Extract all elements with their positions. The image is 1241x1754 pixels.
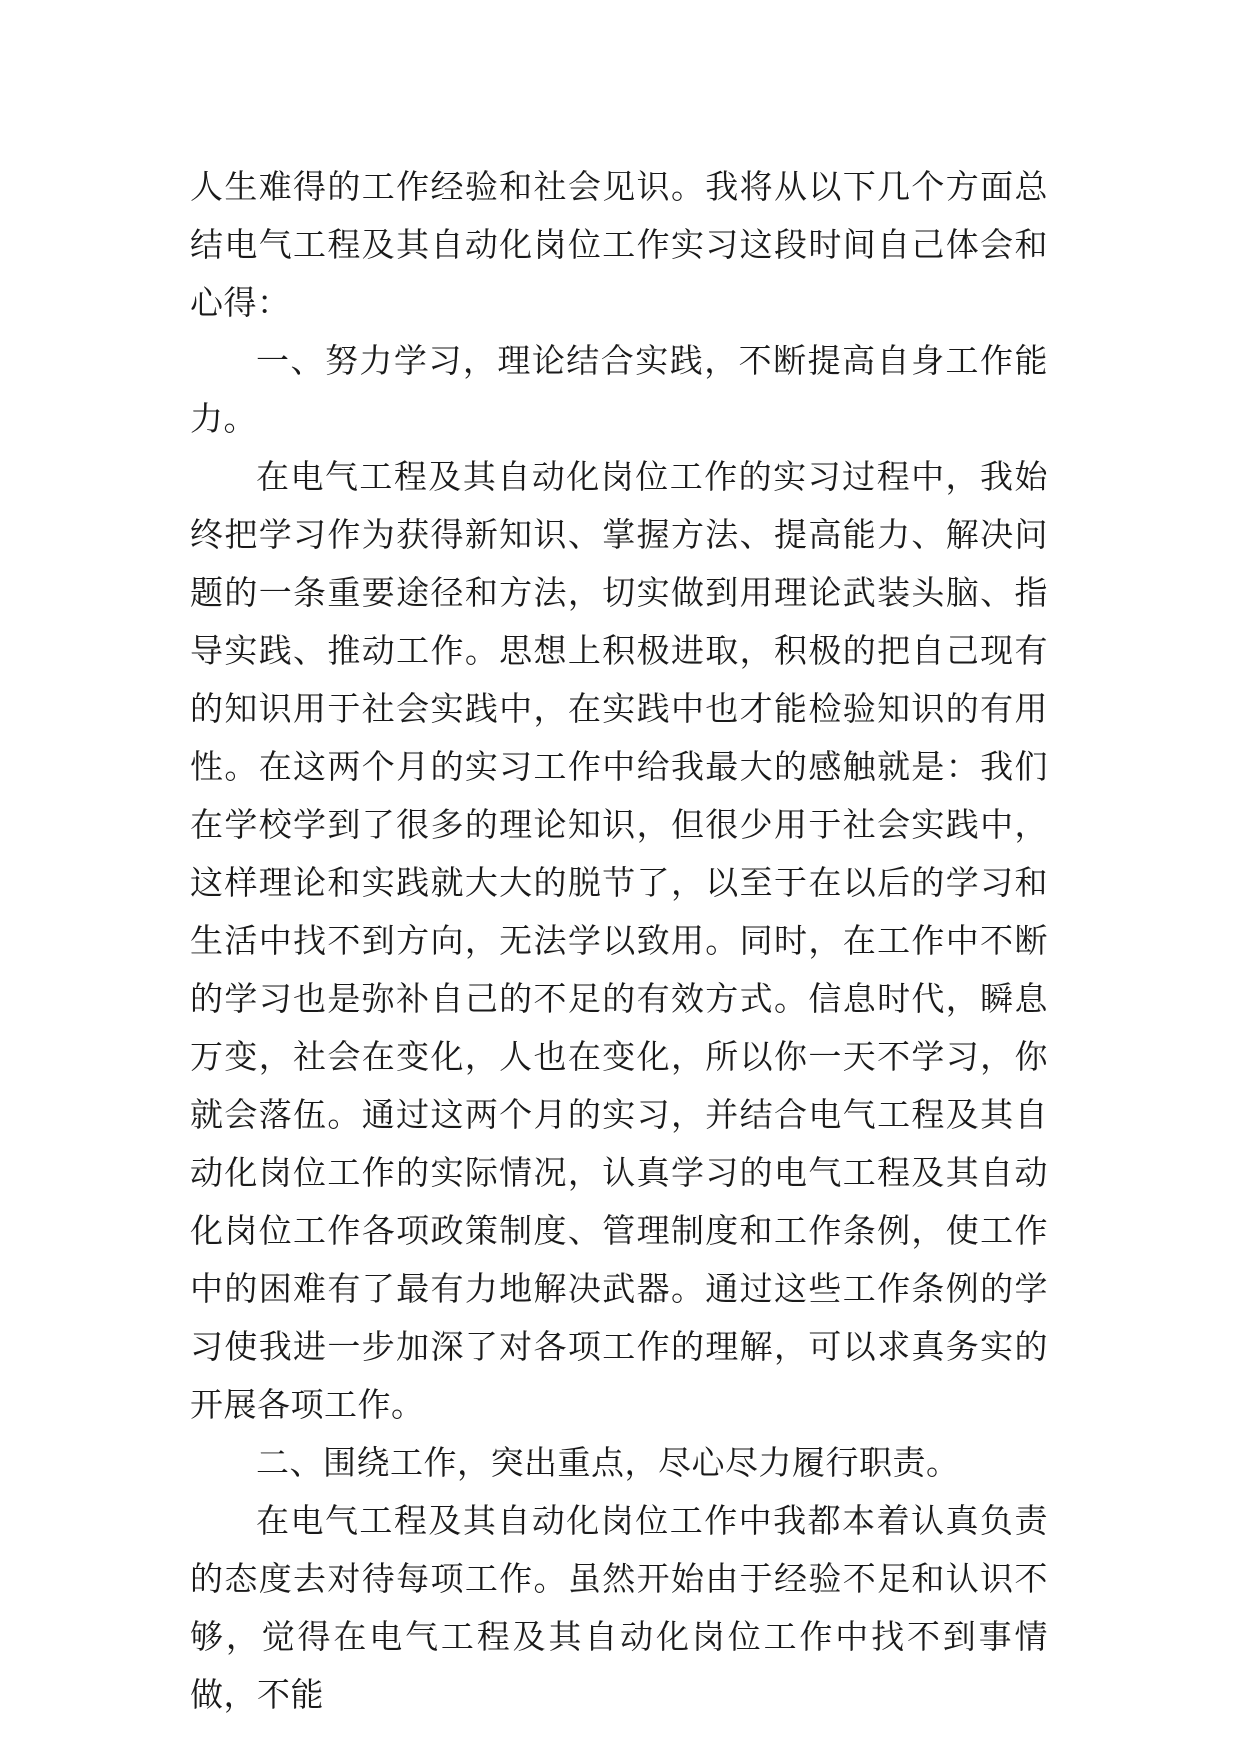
document-body	[190, 158, 1048, 1724]
paragraph-continuation: 人生难得的工作经验和社会见识。我将从以下几个方面总结电气工程及其自动化岗位工作实习这段时间自己体会和心得：	[190, 167, 1048, 322]
section-heading-1: 一、努力学习，理论结合实践，不断提高自身工作能力。	[190, 341, 1048, 438]
section-heading-2: 二、围绕工作，突出重点，尽心尽力履行职责。	[256, 1443, 960, 1482]
paragraph-body-2: 在电气工程及其自动化岗位工作中我都本着认真负责的态度去对待每项工作。虽然开始由于经验不足和认识不够，觉得在电气工程及其自动化岗位工作中找不到事情做，不能	[190, 1501, 1048, 1714]
paragraph-body-1: 在电气工程及其自动化岗位工作的实习过程中，我始终把学习作为获得新知识、掌握方法、提高能力、解决问题的一条重要途径和方法，切实做到用理论武装头脑、指导实践、推动工作。思想上积极进取，积极的把自己现有的知识用于社会实践中，在实践中也才能检验知识的有用性。在这两个月的实习工作中给我最大的感触就是：我们在学校学到了很多的理论知识，但很少用于社会实践中，这样理论和实践就大大的脱节了，以至于在以后的学习和生活中找不到方向，无法学以致用。同时，在工作中不断的学习也是弥补自己的不足的有效方式。信息时代，瞬息万变，社会在变化，人也在变化，所以你一天不学习，你就会落伍。通过这两个月的实习，并结合电气工程及其自动化岗位工作的实际情况，认真学习的电气工程及其自动化岗位工作各项政策制度、管理制度和工作条例，使工作中的困难有了最有力地解决武器。通过这些工作条例的学习使我进一步加深了对各项工作的理解，可以求真务实的开展各项工作。	[190, 457, 1048, 1424]
